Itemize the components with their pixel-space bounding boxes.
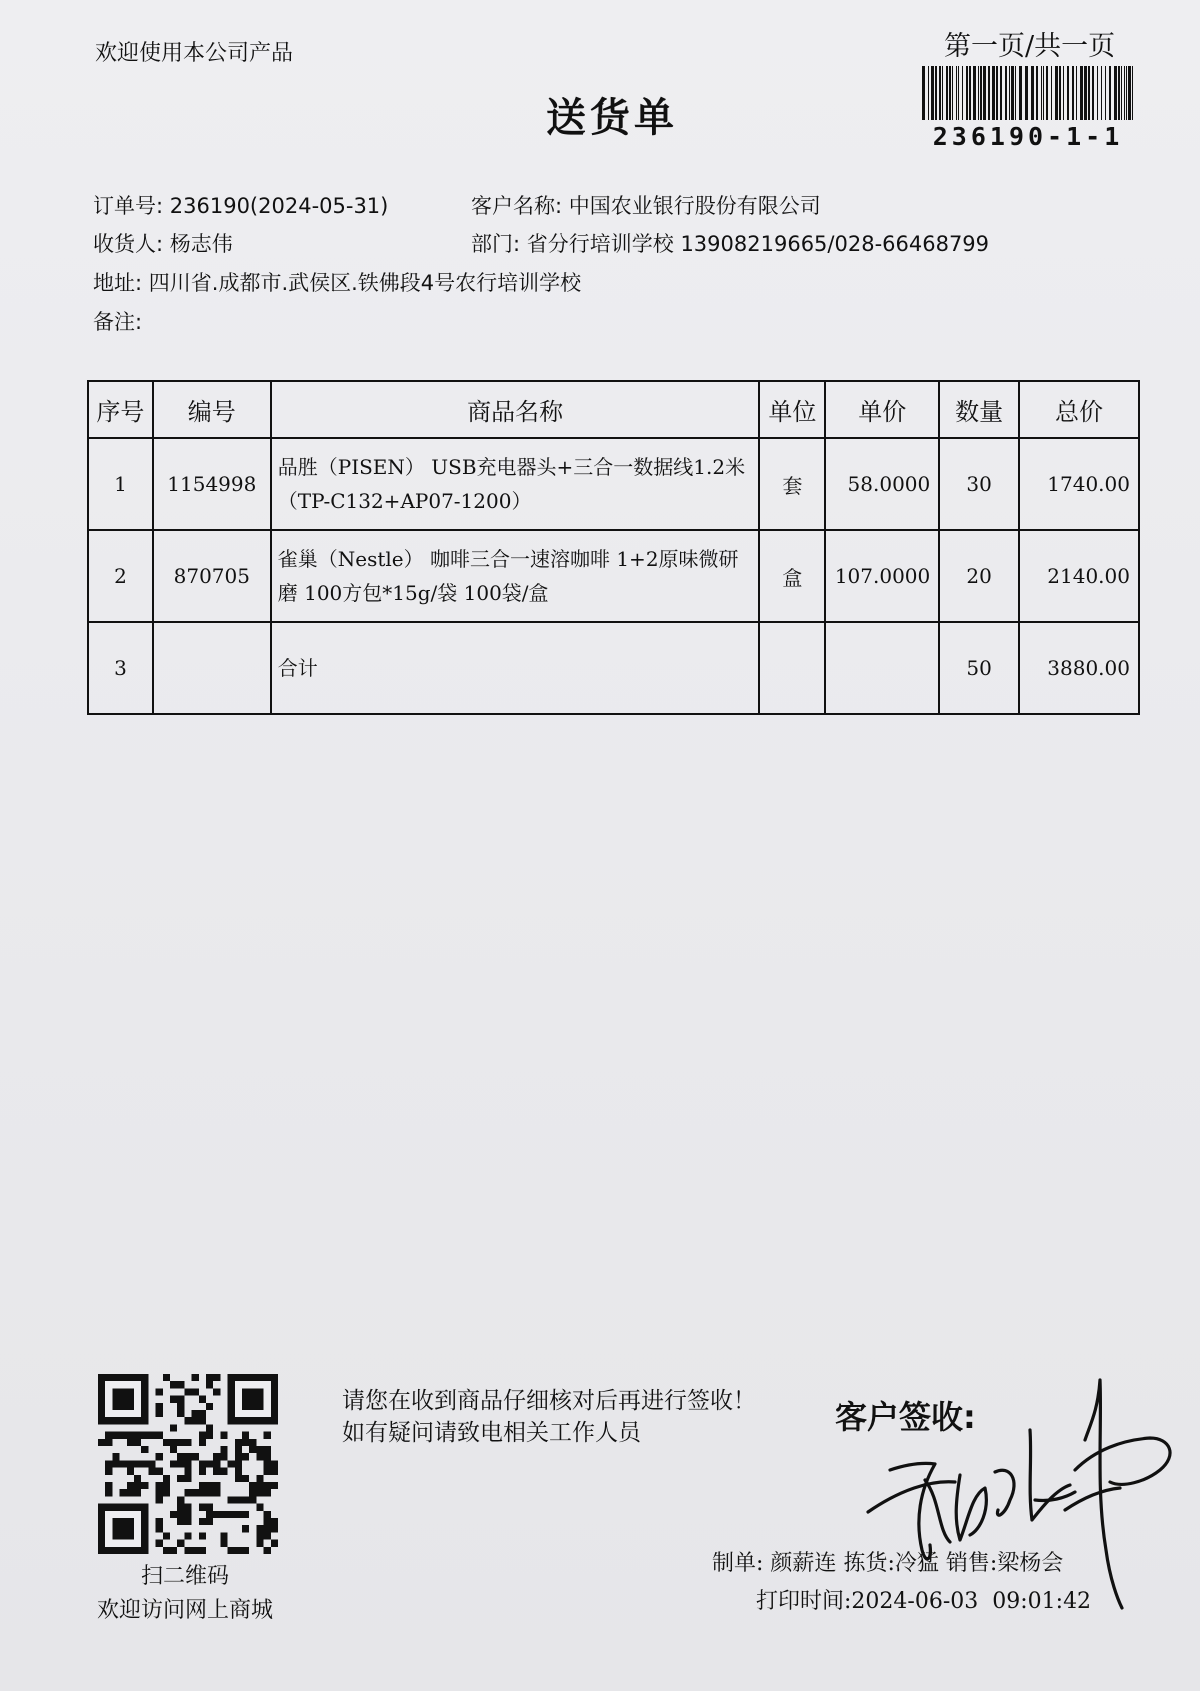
welcome-text: 欢迎使用本公司产品 — [95, 41, 294, 66]
header-unit-price: 单价 — [825, 381, 939, 438]
sales-value: 梁杨会 — [997, 1551, 1064, 1576]
cell-code: 1154998 — [153, 438, 271, 530]
cell-quantity: 50 — [939, 622, 1019, 714]
picker-label: 拣货: — [843, 1551, 895, 1576]
order-no-label: 订单号: — [93, 194, 164, 218]
consignee-label: 收货人: — [93, 232, 164, 256]
signature-icon — [860, 1370, 1180, 1610]
table-row — [88, 530, 1139, 622]
cell-quantity: 30 — [939, 438, 1019, 530]
cell-code — [153, 622, 271, 714]
cell-quantity: 20 — [939, 530, 1019, 622]
cell-product-name: 雀巢（Nestle） 咖啡三合一速溶咖啡 1+2原味微研磨 100方包*15g/袋 100袋/盒 — [271, 530, 760, 622]
cell-code: 870705 — [153, 530, 271, 622]
remark-label: 备注: — [93, 310, 143, 334]
department — [471, 228, 989, 258]
qr-caption — [60, 1560, 310, 1628]
cell-product-name: 品胜（PISEN） USB充电器头+三合一数据线1.2米（TP-C132+AP07-1200） — [271, 438, 760, 530]
header-quantity: 数量 — [939, 381, 1019, 438]
cell-seq: 1 — [88, 438, 153, 530]
picker-value: 冷猛 — [894, 1551, 939, 1576]
cell-unit-price: 107.0000 — [825, 530, 939, 622]
cell-unit — [759, 622, 825, 714]
consignee — [93, 228, 233, 258]
header-product-name: 商品名称 — [271, 381, 760, 438]
table-row-total — [88, 622, 1139, 714]
receipt-notice: 请您在收到商品仔细核对后再进行签收！如有疑问请致电相关工作人员 — [342, 1388, 756, 1446]
customer-label: 客户名称: — [471, 194, 563, 218]
header-code: 编号 — [153, 381, 271, 438]
department-label: 部门: — [471, 232, 521, 256]
print-time-label: 打印时间: — [756, 1589, 852, 1614]
cell-seq: 3 — [88, 622, 153, 714]
cell-unit-price: 58.0000 — [825, 438, 939, 530]
sales-label: 销售: — [945, 1551, 998, 1576]
order-no-value: 236190(2024-05-31) — [169, 194, 389, 218]
barcode-number: 236190-1-1 — [932, 122, 1124, 151]
cell-unit-price — [825, 622, 939, 714]
header-total: 总价 — [1019, 381, 1139, 438]
cell-unit: 套 — [759, 438, 825, 530]
barcode-icon — [920, 66, 1136, 120]
table-header-row — [88, 381, 1139, 438]
page-indicator: 第一页/共一页 — [944, 31, 1116, 62]
department-value: 省分行培训学校 13908219665/028-66468799 — [526, 232, 990, 256]
header-unit: 单位 — [759, 381, 825, 438]
address — [93, 267, 581, 297]
customer-name — [471, 190, 821, 220]
header-seq: 序号 — [88, 381, 153, 438]
qr-caption-line2: 欢迎访问网上商城 — [96, 1598, 273, 1623]
cell-product-name: 合计 — [271, 622, 760, 714]
order-no — [93, 190, 388, 220]
cell-seq: 2 — [88, 530, 153, 622]
page-title: 送货单 — [546, 95, 678, 141]
remark — [93, 306, 142, 336]
items-table — [87, 380, 1140, 715]
cell-total: 2140.00 — [1019, 530, 1139, 622]
cell-total: 1740.00 — [1019, 438, 1139, 530]
cell-total: 3880.00 — [1019, 622, 1139, 714]
address-label: 地址: — [93, 271, 143, 295]
cell-unit: 盒 — [759, 530, 825, 622]
qr-caption-line1: 扫二维码 — [140, 1564, 229, 1589]
maker-label: 制单: — [712, 1551, 764, 1576]
consignee-value: 杨志伟 — [169, 232, 233, 256]
qr-code-icon — [98, 1374, 278, 1554]
maker-value: 颜薪连 — [770, 1551, 837, 1576]
customer-value: 中国农业银行股份有限公司 — [568, 194, 821, 218]
print-time-value: 2024-06-03 09:01:42 — [851, 1589, 1092, 1614]
customer-sign-label: 客户签收: — [835, 1398, 976, 1436]
table-row — [88, 438, 1139, 530]
address-value: 四川省.成都市.武侯区.铁佛段4号农行培训学校 — [148, 271, 582, 295]
